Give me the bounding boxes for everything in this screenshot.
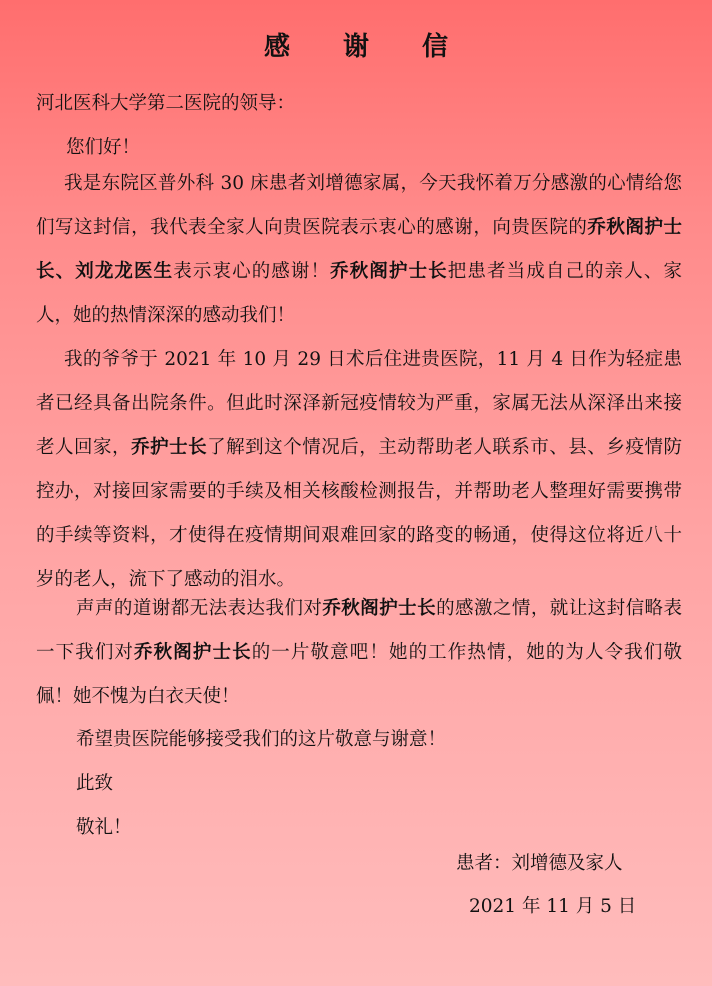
salutation: 河北医科大学第二医院的领导：: [36, 93, 296, 114]
paragraph-thanks: [36, 587, 682, 719]
paragraph-text: 我的爷爷于 2021 年 10 月 29 日术后住进贵医院，11 月 4 日作为轻症患者已经具备出院条件。但此时深泽新冠疫情较为严重，家属无法从深泽出来接老人回家，: [36, 349, 682, 458]
highlighted-name: 乔秋阁护士长: [330, 261, 448, 282]
paragraph-text: 声声的道谢都无法表达我们对: [76, 598, 323, 619]
greeting: 您们好！: [66, 137, 141, 158]
highlighted-name: 乔护士长: [131, 437, 208, 458]
closing-line-1: 此致: [76, 773, 114, 794]
letter-title: 感 谢 信: [263, 32, 471, 62]
closing-line-2: 敬礼！: [76, 817, 132, 838]
paragraph-text: 了解到这个情况后，主动帮助老人联系市、县、乡疫情防控办，对接回家需要的手续及相关核酸检测报告，并帮助老人整理好需要携带的手续等资料，才使得在疫情期间艰难回家的路变的畅通，使得这位将近八十岁的老人，流下了感动的泪水。: [36, 437, 682, 590]
paragraph-text: 的感激之情，就让这封信略表一下我们对: [36, 598, 682, 663]
paragraph-text: 我是东院区普外科 30 床患者刘增德家属，今天我怀着万分感激的心情给您们写这封信，我代表全家人向贵医院表示衷心的感谢，向贵医院的: [36, 173, 682, 238]
highlighted-name: 乔秋阁护士长: [322, 598, 437, 619]
signature: 患者：刘增德及家人: [456, 853, 623, 874]
highlighted-names: 乔秋阁护士长、刘龙龙医生: [36, 217, 682, 282]
paragraph-text: 表示衷心的感谢！: [173, 261, 331, 282]
paragraph-text: 把患者当成自己的亲人、家人，她的热情深深的感动我们！: [36, 261, 682, 326]
letter-date: 2021 年 11 月 5 日: [469, 896, 637, 917]
paragraph-text: 的一片敬意吧！她的工作热情，她的为人令我们敬佩！她不愧为白衣天使！: [36, 642, 682, 707]
highlighted-name: 乔秋阁护士长: [134, 642, 252, 663]
paragraph-gratitude: [36, 162, 682, 338]
closing-wish: 希望贵医院能够接受我们的这片敬意与谢意！: [76, 729, 447, 750]
paragraph-story: [36, 338, 682, 602]
